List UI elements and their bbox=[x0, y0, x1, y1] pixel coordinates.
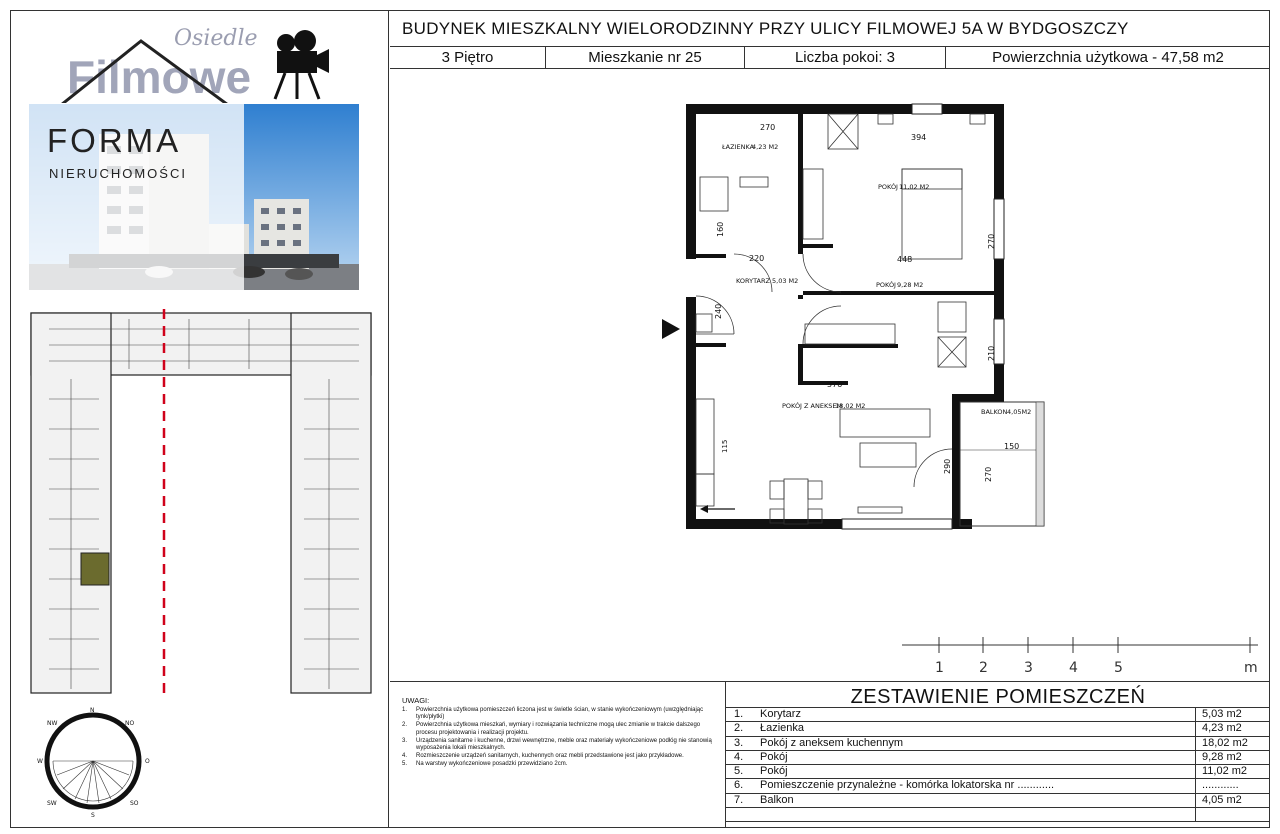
right-column bbox=[390, 11, 1270, 827]
balcony-label: BALKON bbox=[981, 408, 1008, 416]
table-row: 3. Pokój z aneksem kuchennym 18,02 m2 bbox=[726, 737, 1270, 751]
estate-logo bbox=[29, 11, 339, 103]
area-cell: Powierzchnia użytkowa - 47,58 m2 bbox=[992, 49, 1224, 66]
dim-270-room1: 270 bbox=[987, 233, 996, 249]
compass-so: SO bbox=[130, 800, 139, 807]
company-logo bbox=[29, 104, 244, 290]
table-row: 6. Pomieszczenie przynależne - komórka lokatorska nr ............ ............ bbox=[726, 779, 1270, 793]
rooms-table-title: ZESTAWIENIE POMIESZCZEŃ bbox=[726, 682, 1270, 708]
note-item: 5. Na warstwy wykończeniowe posadzki przewidziano 2cm. bbox=[402, 761, 568, 768]
bath-label: ŁAZIENKA bbox=[722, 143, 755, 151]
dim-220: 220 bbox=[749, 254, 765, 263]
rooms-count-cell: Liczba pokoi: 3 bbox=[745, 47, 946, 69]
balcony-outline bbox=[960, 402, 1044, 526]
scale-tick-3: 3 bbox=[1024, 660, 1033, 676]
dim-290: 290 bbox=[943, 458, 952, 474]
living-label: POKÓJ Z ANEKSEM bbox=[782, 402, 843, 410]
corridor-area: 5,03 M2 bbox=[772, 277, 799, 285]
table-row: 2. Łazienka 4,23 m2 bbox=[726, 722, 1270, 736]
plan-sheet bbox=[10, 10, 1270, 828]
left-column bbox=[11, 11, 389, 827]
room2-label: POKÓJ bbox=[876, 281, 896, 289]
notes-list bbox=[402, 707, 719, 769]
note-item: 2. Powierzchnia użytkowa mieszkań, wymiary i rozwiązania techniczne mogą ulec zmianie w trakcie dalszego procesu projektowania i realizacji projektu. bbox=[402, 722, 701, 736]
highlighted-apartment bbox=[81, 553, 109, 585]
balcony-area: 4,05M2 bbox=[1007, 408, 1032, 416]
dim-115: 115 bbox=[721, 439, 729, 453]
note-item: 3. Urządzenia sanitarne i kuchenne, drzwi wewnętrzne, meble oraz materiały wykończeniowe podłóg nie stanowią wyposażenia lokali mieszkalnych. bbox=[402, 737, 712, 752]
corridor-label: KORYTARZ bbox=[736, 277, 770, 285]
scale-tick-1: 1 bbox=[935, 660, 944, 676]
entrance-arrow-icon bbox=[662, 319, 680, 339]
building-rendering bbox=[29, 104, 359, 290]
dim-576: 576 bbox=[827, 380, 843, 389]
compass-no: NO bbox=[125, 720, 135, 727]
film-camera-icon bbox=[275, 30, 329, 99]
bath-area: 4,23 M2 bbox=[752, 143, 779, 151]
table-row: 7. Balkon 4,05 m2 bbox=[726, 794, 1270, 808]
logo-name-text: Filmowe bbox=[67, 51, 252, 103]
scale-bar bbox=[902, 637, 1258, 676]
dim-150: 150 bbox=[1004, 442, 1020, 451]
site-plan bbox=[29, 309, 379, 695]
dim-270-top: 270 bbox=[760, 123, 776, 132]
apartment-info-row bbox=[390, 47, 1270, 69]
dim-210: 210 bbox=[987, 345, 996, 361]
compass-o: O bbox=[145, 758, 150, 765]
compass-rose bbox=[33, 701, 163, 819]
compass-w: W bbox=[37, 758, 43, 765]
compass-n: N bbox=[90, 707, 95, 714]
bottom-panel bbox=[390, 681, 1270, 827]
scale-tick-2: 2 bbox=[979, 660, 988, 676]
company-subtitle: NIERUCHOMOŚCI bbox=[49, 166, 187, 181]
scale-tick-5: 5 bbox=[1114, 660, 1123, 676]
rooms-table bbox=[726, 682, 1270, 828]
company-name: FORMA bbox=[47, 122, 182, 159]
dim-394: 394 bbox=[911, 133, 927, 142]
floor-plan-area bbox=[390, 69, 1270, 681]
table-row bbox=[726, 808, 1270, 822]
compass-sw: SW bbox=[47, 800, 57, 807]
note-item: 1. Powierzchnia użytkowa pomieszczeń liczona jest w świetle ścian, w stanie wykończeniowym (uwzględniając tynk/płytki) bbox=[402, 707, 704, 721]
apartment-cell: Mieszkanie nr 25 bbox=[546, 47, 745, 69]
room1-area: 11,02 M2 bbox=[899, 183, 930, 191]
compass-nw: NW bbox=[47, 720, 58, 727]
living-area: 18,02 M2 bbox=[835, 402, 866, 410]
scale-unit: m bbox=[1244, 660, 1258, 676]
table-row: 4. Pokój 9,28 m2 bbox=[726, 751, 1270, 765]
note-item: 4. Rozmieszczenie urządzeń sanitarnych, kuchennych oraz mebli przedstawione jest jako przykładowe. bbox=[402, 753, 684, 760]
dim-270-balcony: 270 bbox=[984, 466, 993, 482]
room1-label: POKÓJ bbox=[878, 183, 898, 191]
dim-240: 240 bbox=[714, 303, 723, 319]
logo-script-text: Osiedle bbox=[174, 26, 258, 51]
notes-heading: UWAGI: bbox=[402, 696, 430, 705]
table-row: 5. Pokój 11,02 m2 bbox=[726, 765, 1270, 779]
scale-tick-4: 4 bbox=[1069, 660, 1078, 676]
walls bbox=[686, 104, 1004, 529]
dim-160: 160 bbox=[716, 221, 725, 237]
room2-area: 9,28 M2 bbox=[897, 281, 924, 289]
notes-box bbox=[390, 682, 726, 828]
furniture bbox=[696, 114, 985, 524]
compass-s: S bbox=[91, 812, 95, 819]
document-title: BUDYNEK MIESZKALNY WIELORODZINNY PRZY ULICY FILMOWEJ 5A W BYDGOSZCZY bbox=[390, 11, 1270, 47]
table-row: 1. Korytarz 5,03 m2 bbox=[726, 708, 1270, 722]
floor-cell: 3 Piętro bbox=[390, 47, 546, 69]
dim-448: 448 bbox=[897, 255, 913, 264]
